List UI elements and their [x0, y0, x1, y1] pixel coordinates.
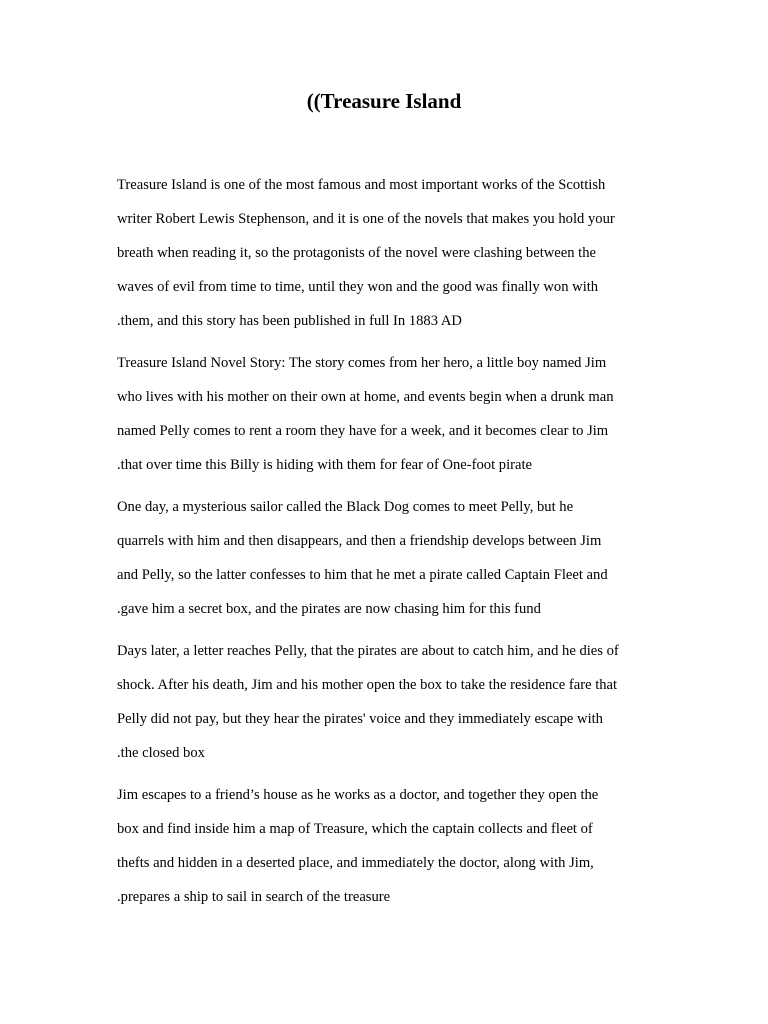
paragraph-5: [117, 780, 677, 912]
paragraph-1: [117, 170, 677, 336]
text-line: waves of evil from time to time, until they won and the good was finally won with: [117, 279, 599, 295]
text-line: One day, a mysterious sailor called the Black Dog comes to meet Pelly, but he: [117, 499, 574, 515]
paragraph-2: [117, 348, 677, 480]
text-line: Jim escapes to a friend’s house as he works as a doctor, and together they open the: [117, 787, 599, 803]
text-line: breath when reading it, so the protagonists of the novel were clashing between the: [117, 245, 597, 261]
text-line: writer Robert Lewis Stephenson, and it is one of the novels that makes you hold your: [117, 211, 615, 227]
text-line: quarrels with him and then disappears, and then a friendship develops between Jim: [117, 533, 602, 549]
paragraph-4: [117, 636, 677, 768]
text-line: Pelly did not pay, but they hear the pirates' voice and they immediately escape with: [117, 711, 603, 727]
text-line: shock. After his death, Jim and his mother open the box to take the residence fare that: [117, 677, 618, 693]
text-line: .gave him a secret box, and the pirates are now chasing him for this fund: [117, 601, 541, 617]
text-line: .the closed box: [117, 745, 205, 761]
document-title: ((Treasure Island: [306, 89, 462, 113]
paragraph-3: [117, 492, 677, 624]
text-line: box and find inside him a map of Treasure, which the captain collects and fleet of: [117, 821, 593, 837]
text-line: .that over time this Billy is hiding with them for fear of One-foot pirate: [117, 457, 533, 473]
text-line: .prepares a ship to sail in search of the treasure: [117, 889, 391, 905]
document-body: [117, 170, 677, 924]
text-line: Treasure Island Novel Story: The story comes from her hero, a little boy named Jim: [117, 355, 607, 371]
text-line: and Pelly, so the latter confesses to him that he met a pirate called Captain Fleet and: [117, 567, 608, 583]
text-line: who lives with his mother on their own at home, and events begin when a drunk man: [117, 389, 614, 405]
text-line: Treasure Island is one of the most famous and most important works of the Scottish: [117, 177, 606, 193]
text-line: thefts and hidden in a deserted place, and immediately the doctor, along with Jim,: [117, 855, 594, 871]
text-line: Days later, a letter reaches Pelly, that the pirates are about to catch him, and he dies of: [117, 643, 619, 659]
text-line: named Pelly comes to rent a room they have for a week, and it becomes clear to Jim: [117, 423, 609, 439]
text-line: .them, and this story has been published in full In 1883 AD: [117, 313, 462, 329]
